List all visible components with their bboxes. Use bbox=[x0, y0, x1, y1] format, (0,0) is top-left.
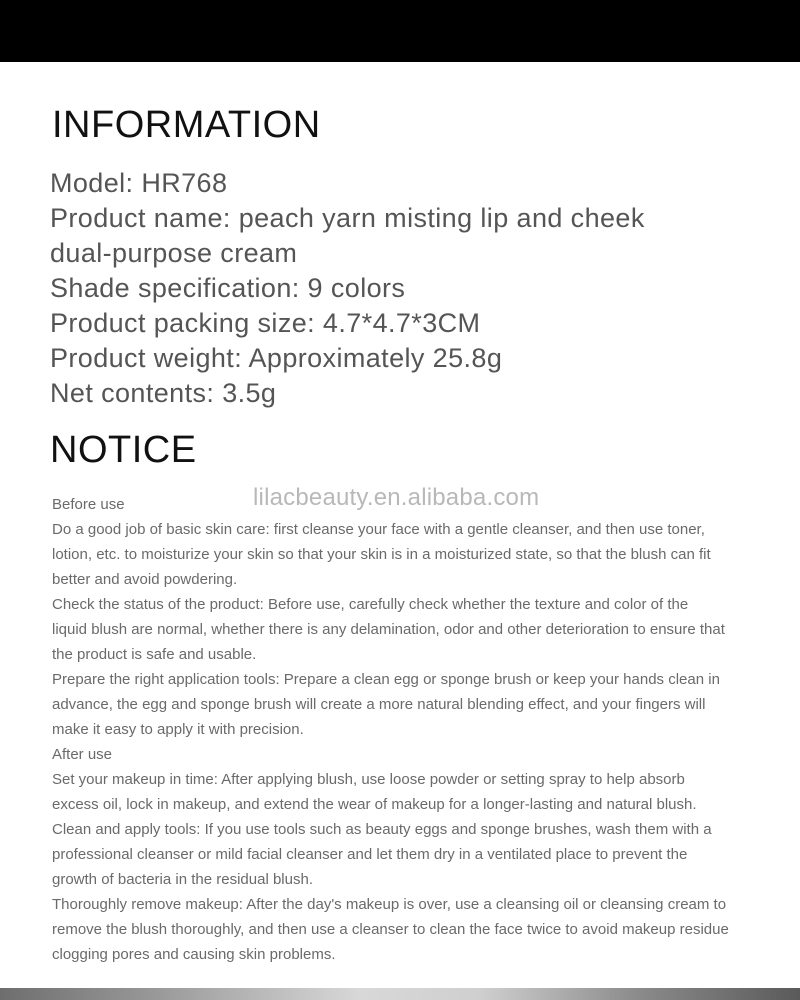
bottom-photo-strip bbox=[0, 988, 800, 1000]
info-line-product-name-cont: dual-purpose cream bbox=[50, 238, 298, 268]
information-heading: INFORMATION bbox=[52, 104, 321, 146]
notice-line: remove the blush thoroughly, and then use a cleanser to clean the face twice to avoid makeup residue bbox=[52, 921, 729, 938]
notice-line: better and avoid powdering. bbox=[52, 571, 238, 588]
notice-heading: NOTICE bbox=[50, 429, 197, 471]
notice-line: Check the status of the product: Before use, carefully check whether the texture and color of the bbox=[52, 596, 689, 613]
information-list bbox=[50, 166, 770, 411]
info-line-shade: Shade specification: 9 colors bbox=[50, 273, 406, 303]
notice-line: liquid blush are normal, whether there is any delamination, odor and other deterioration to ensure that bbox=[52, 621, 725, 638]
info-line-product-name: Product name: peach yarn misting lip and cheek bbox=[50, 203, 645, 233]
notice-line: Prepare the right application tools: Prepare a clean egg or sponge brush or keep your hands clean in bbox=[52, 671, 720, 688]
notice-line: clogging pores and causing skin problems. bbox=[52, 946, 336, 963]
notice-line: Thoroughly remove makeup: After the day's makeup is over, use a cleansing oil or cleansing cream to bbox=[52, 896, 727, 913]
info-line-weight: Product weight: Approximately 25.8g bbox=[50, 343, 503, 373]
notice-line: make it easy to apply it with precision. bbox=[52, 721, 304, 738]
notice-subheading-after-use: After use bbox=[52, 746, 113, 763]
notice-body bbox=[52, 492, 764, 967]
notice-line: lotion, etc. to moisturize your skin so that your skin is in a moisturized state, so that the blush can fit bbox=[52, 546, 711, 563]
notice-line: advance, the egg and sponge brush will create a more natural blending effect, and your fingers will bbox=[52, 696, 706, 713]
notice-line: excess oil, lock in makeup, and extend the wear of makeup for a longer-lasting and natural blush. bbox=[52, 796, 697, 813]
info-line-net-contents: Net contents: 3.5g bbox=[50, 378, 277, 408]
notice-subheading-before-use: Before use bbox=[52, 496, 125, 513]
notice-line: Do a good job of basic skin care: first cleanse your face with a gentle cleanser, and then use toner, bbox=[52, 521, 705, 538]
info-line-packing-size: Product packing size: 4.7*4.7*3CM bbox=[50, 308, 481, 338]
notice-line: professional cleanser or mild facial cleanser and let them dry in a ventilated place to prevent the bbox=[52, 846, 688, 863]
notice-line: Set your makeup in time: After applying blush, use loose powder or setting spray to help absorb bbox=[52, 771, 685, 788]
notice-line: growth of bacteria in the residual blush. bbox=[52, 871, 313, 888]
notice-line: the product is safe and usable. bbox=[52, 646, 257, 663]
info-line-model: Model: HR768 bbox=[50, 168, 228, 198]
notice-line: Clean and apply tools: If you use tools such as beauty eggs and sponge brushes, wash them with a bbox=[52, 821, 712, 838]
top-banner-bar bbox=[0, 0, 800, 62]
watermark: lilacbeauty.en.alibaba.com bbox=[253, 484, 540, 511]
